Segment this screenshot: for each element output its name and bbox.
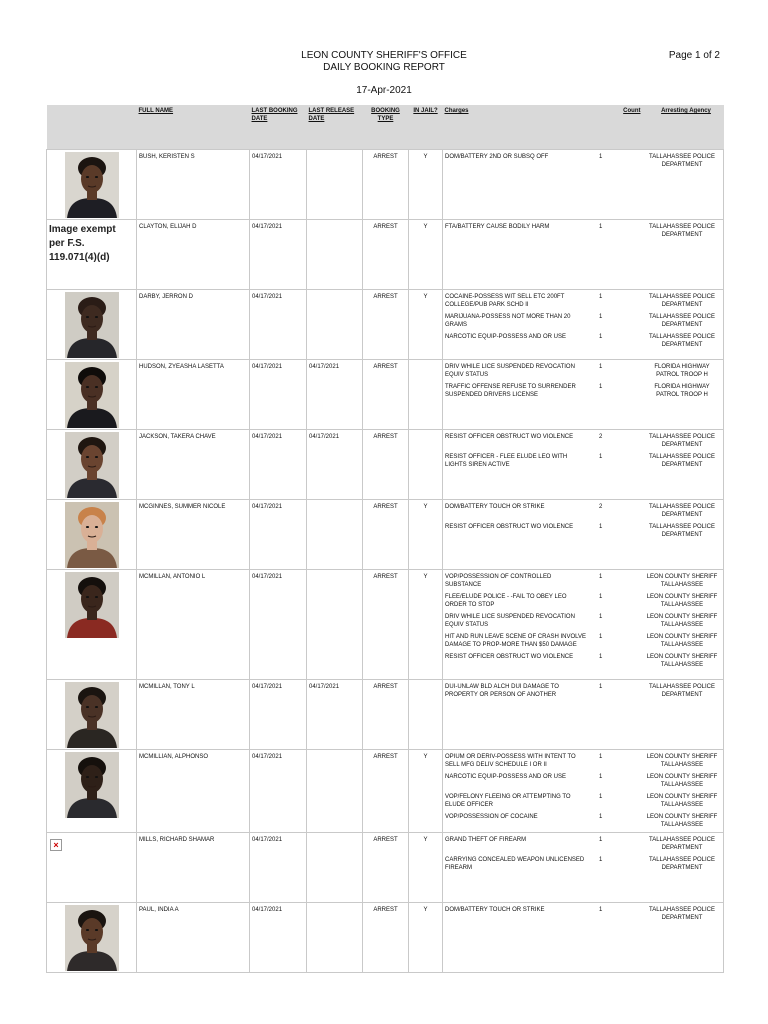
arresting-agency: TALLAHASSEE POLICE DEPARTMENT	[649, 154, 715, 168]
photo-header	[47, 105, 137, 150]
release-date	[307, 500, 362, 506]
booking-type-cell	[363, 500, 409, 570]
release-date-cell	[307, 570, 363, 680]
booking-type: ARREST	[373, 504, 398, 510]
charge-line	[443, 835, 723, 855]
booking-date-cell	[250, 833, 307, 903]
table-row	[47, 570, 724, 680]
full-name-cell	[137, 570, 250, 680]
charge-line	[443, 905, 723, 925]
full-name: PAUL, INDIA A	[139, 907, 179, 913]
booking-type: ARREST	[373, 364, 398, 370]
charges-cell	[443, 360, 724, 430]
charge-count: 1	[599, 614, 603, 620]
release-date-cell	[307, 903, 363, 973]
charge-line	[443, 362, 723, 382]
charge-line	[443, 502, 723, 522]
mugshot-photo	[65, 502, 119, 568]
in-jail: Y	[423, 907, 428, 913]
charge-line	[443, 592, 723, 612]
mugshot-photo	[65, 752, 119, 818]
arresting-agency: TALLAHASSEE POLICE DEPARTMENT	[649, 857, 715, 871]
full-name: DARBY, JERRON D	[139, 294, 193, 300]
release-date: 04/17/2021	[309, 434, 340, 440]
booking-date: 04/17/2021	[252, 504, 283, 510]
in-jail: Y	[423, 294, 428, 300]
booking-type-cell	[363, 360, 409, 430]
table-row	[47, 903, 724, 973]
full-name-cell	[137, 220, 250, 290]
charges-list	[443, 290, 723, 352]
booking-type: ARREST	[373, 754, 398, 760]
arresting-agency: TALLAHASSEE POLICE DEPARTMENT	[649, 314, 715, 328]
booking-type: ARREST	[373, 684, 398, 690]
in-jail-cell	[409, 150, 443, 220]
full-name-cell	[137, 500, 250, 570]
arresting-agency: LEON COUNTY SHERIFF TALLAHASSEE	[646, 794, 718, 808]
table-row	[47, 220, 724, 290]
charge-count: 1	[599, 774, 603, 780]
release-date: 04/17/2021	[309, 364, 340, 370]
photo-cell	[47, 903, 137, 973]
photo-cell	[47, 750, 137, 833]
charges-cell	[443, 680, 724, 750]
charge-text: CARRYING CONCEALED WEAPON UNLICENSED FIREARM	[445, 857, 585, 871]
charges-cell	[443, 150, 724, 220]
booking-date: 04/17/2021	[252, 837, 283, 843]
arresting-agency: LEON COUNTY SHERIFF TALLAHASSEE	[646, 614, 718, 628]
charges-list	[443, 150, 723, 172]
charge-text: DRIV WHILE LICE SUSPENDED REVOCATION EQUIV STATUS	[445, 364, 575, 378]
full-name-cell	[137, 430, 250, 500]
charge-line	[443, 792, 723, 812]
charge-count: 1	[599, 814, 603, 820]
booking-date-cell	[250, 750, 307, 833]
photo-cell	[47, 220, 137, 290]
mugshot-image	[65, 905, 119, 971]
release-date-cell	[307, 750, 363, 833]
booking-type-cell	[363, 290, 409, 360]
charge-line	[443, 652, 723, 672]
in-jail-cell	[409, 570, 443, 680]
charges-cell	[443, 290, 724, 360]
release-date	[307, 220, 362, 226]
booking-date: 04/17/2021	[252, 154, 283, 160]
charge-line	[443, 152, 723, 172]
booking-type-cell	[363, 430, 409, 500]
header-full-name: FULL NAME	[137, 105, 250, 150]
in-jail-cell	[409, 500, 443, 570]
header-charges-group	[443, 105, 724, 150]
booking-date-cell	[250, 500, 307, 570]
charge-text: TRAFFIC OFFENSE REFUSE TO SURRENDER SUSPENDED DRIVERS LICENSE	[445, 384, 576, 398]
release-date	[307, 750, 362, 756]
charge-count: 1	[599, 837, 603, 843]
full-name-cell	[137, 360, 250, 430]
booking-type-cell	[363, 833, 409, 903]
table-row	[47, 680, 724, 750]
charges-list	[443, 500, 723, 542]
full-name: MCMILLAN, TONY L	[139, 684, 195, 690]
full-name-cell	[137, 680, 250, 750]
charges-cell	[443, 570, 724, 680]
release-date: 04/17/2021	[309, 684, 340, 690]
charges-list	[443, 570, 723, 672]
charge-count: 1	[599, 754, 603, 760]
arresting-agency: FLORIDA HIGHWAY PATROL TROOP H	[654, 364, 710, 378]
charges-list	[443, 903, 723, 925]
in-jail: Y	[423, 154, 428, 160]
booking-type: ARREST	[373, 574, 398, 580]
release-date-cell	[307, 680, 363, 750]
charges-cell	[443, 903, 724, 973]
in-jail: Y	[423, 504, 428, 510]
table-header-row	[47, 105, 724, 150]
table-row	[47, 430, 724, 500]
mugshot-image	[65, 502, 119, 568]
in-jail-cell	[409, 360, 443, 430]
booking-type: ARREST	[373, 434, 398, 440]
header-last-booking-date: LAST BOOKING DATE	[250, 105, 307, 150]
mugshot-photo	[65, 905, 119, 971]
booking-date: 04/17/2021	[252, 754, 283, 760]
charge-count: 1	[599, 574, 603, 580]
photo-cell	[47, 150, 137, 220]
table-row	[47, 500, 724, 570]
header-count: Count	[623, 108, 641, 114]
charge-count: 2	[599, 434, 603, 440]
photo-cell	[47, 500, 137, 570]
booking-type-cell	[363, 680, 409, 750]
arresting-agency: TALLAHASSEE POLICE DEPARTMENT	[649, 294, 715, 308]
in-jail: Y	[423, 224, 428, 230]
charges-cell	[443, 750, 724, 833]
photo-cell	[47, 430, 137, 500]
full-name: CLAYTON, ELIJAH D	[139, 224, 197, 230]
image-exempt-notice: Image exempt per F.S. 119.071(4)(d)	[49, 224, 116, 263]
arresting-agency: LEON COUNTY SHERIFF TALLAHASSEE	[646, 774, 718, 788]
booking-date-cell	[250, 290, 307, 360]
in-jail: Y	[423, 837, 428, 843]
booking-type-cell	[363, 150, 409, 220]
booking-type: ARREST	[373, 224, 398, 230]
table-row	[47, 750, 724, 833]
booking-date-cell	[250, 570, 307, 680]
full-name-cell	[137, 833, 250, 903]
arresting-agency: FLORIDA HIGHWAY PATROL TROOP H	[654, 384, 710, 398]
mugshot-image	[65, 152, 119, 218]
photo-cell	[47, 360, 137, 430]
charge-text: RESIST OFFICER OBSTRUCT WO VIOLENCE	[445, 524, 574, 530]
charge-count: 1	[599, 154, 603, 160]
mugshot-photo	[65, 572, 119, 638]
report-title: DAILY BOOKING REPORT	[323, 62, 445, 73]
charge-text: NARCOTIC EQUIP-POSSESS AND OR USE	[445, 334, 567, 340]
table-row	[47, 150, 724, 220]
in-jail	[409, 430, 442, 436]
charge-line	[443, 292, 723, 312]
booking-type-cell	[363, 750, 409, 833]
full-name: MCGINNES, SUMMER NICOLE	[139, 504, 226, 510]
in-jail-cell	[409, 750, 443, 833]
charge-line	[443, 682, 723, 702]
in-jail	[409, 680, 442, 686]
photo-cell	[47, 680, 137, 750]
mugshot-image	[65, 752, 119, 818]
charge-count: 1	[599, 634, 603, 640]
charge-text: VOP/POSSESSION OF CONTROLLED SUBSTANCE	[445, 574, 552, 588]
arresting-agency: LEON COUNTY SHERIFF TALLAHASSEE	[646, 654, 718, 668]
full-name-cell	[137, 903, 250, 973]
charges-list	[443, 750, 723, 832]
broken-image-icon: ×	[50, 839, 62, 851]
booking-table	[46, 105, 724, 973]
booking-date: 04/17/2021	[252, 574, 283, 580]
release-date-cell	[307, 290, 363, 360]
in-jail-cell	[409, 290, 443, 360]
charge-count: 1	[599, 334, 603, 340]
charge-text: HIT AND RUN LEAVE SCENE OF CRASH INVOLVE DAMAGE TO PROP-MORE THAN $50 DAMAGE	[445, 634, 587, 648]
full-name: BUSH, KERISTEN S	[139, 154, 195, 160]
charge-text: MARIJUANA-POSSESS NOT MORE THAN 20 GRAMS	[445, 314, 571, 328]
in-jail	[409, 360, 442, 366]
booking-date: 04/17/2021	[252, 364, 283, 370]
charge-text: DUI-UNLAW BLD ALCH DUI DAMAGE TO PROPERTY OR PERSON OF ANOTHER	[445, 684, 559, 698]
release-date	[307, 290, 362, 296]
booking-date-cell	[250, 360, 307, 430]
mugshot-photo	[65, 152, 119, 218]
charge-count: 1	[599, 314, 603, 320]
charges-list	[443, 430, 723, 472]
release-date-cell	[307, 833, 363, 903]
booking-date: 04/17/2021	[252, 224, 283, 230]
charge-count: 1	[599, 684, 603, 690]
charges-cell	[443, 430, 724, 500]
charge-line	[443, 612, 723, 632]
charge-text: NARCOTIC EQUIP-POSSESS AND OR USE	[445, 774, 567, 780]
full-name: MCMILLIAN, ALPHONSO	[139, 754, 209, 760]
booking-type: ARREST	[373, 294, 398, 300]
release-date	[307, 150, 362, 156]
charges-cell	[443, 500, 724, 570]
in-jail: Y	[423, 574, 428, 580]
charges-cell	[443, 220, 724, 290]
charge-count: 1	[599, 384, 603, 390]
arresting-agency: TALLAHASSEE POLICE DEPARTMENT	[649, 334, 715, 348]
charge-text: VOP/FELONY FLEEING OR ATTEMPTING TO ELUDE OFFICER	[445, 794, 571, 808]
charge-text: OPIUM OR DERIV-POSSESS WITH INTENT TO SELL MFG DELIV SCHEDULE I OR II	[445, 754, 576, 768]
charge-text: VOP/POSSESSION OF COCAINE	[445, 814, 538, 820]
charge-line	[443, 752, 723, 772]
in-jail-cell	[409, 680, 443, 750]
full-name: HUDSON, ZYEASHA LASETTA	[139, 364, 224, 370]
charge-count: 1	[599, 454, 603, 460]
booking-type-cell	[363, 903, 409, 973]
booking-type-cell	[363, 220, 409, 290]
full-name-cell	[137, 750, 250, 833]
charge-line	[443, 332, 723, 352]
in-jail-cell	[409, 220, 443, 290]
release-date	[307, 833, 362, 839]
mugshot-photo	[65, 682, 119, 748]
mugshot-image	[65, 572, 119, 638]
booking-date-cell	[250, 680, 307, 750]
full-name-cell	[137, 290, 250, 360]
header-charges: Charges	[444, 108, 469, 114]
charge-count: 1	[599, 907, 603, 913]
release-date-cell	[307, 150, 363, 220]
arresting-agency: LEON COUNTY SHERIFF TALLAHASSEE	[646, 574, 718, 588]
charge-line	[443, 452, 723, 472]
charge-text: DOM/BATTERY TOUCH OR STRIKE	[445, 504, 545, 510]
mugshot-image	[65, 362, 119, 428]
booking-date-cell	[250, 903, 307, 973]
booking-date-cell	[250, 150, 307, 220]
booking-date: 04/17/2021	[252, 294, 283, 300]
table-row	[47, 290, 724, 360]
charge-text: RESIST OFFICER OBSTRUCT WO VIOLENCE	[445, 654, 574, 660]
arresting-agency: TALLAHASSEE POLICE DEPARTMENT	[649, 684, 715, 698]
charge-line	[443, 772, 723, 792]
charge-text: COCAINE-POSSESS WIT SELL ETC 200FT COLLEGE/PUB PARK SCHD II	[445, 294, 565, 308]
charge-line	[443, 632, 723, 652]
charge-text: GRAND THEFT OF FIREARM	[445, 837, 527, 843]
arresting-agency: LEON COUNTY SHERIFF TALLAHASSEE	[646, 594, 718, 608]
arresting-agency: LEON COUNTY SHERIFF TALLAHASSEE	[646, 634, 718, 648]
release-date-cell	[307, 220, 363, 290]
charge-text: DOM/BATTERY 2ND OR SUBSQ OFF	[445, 154, 549, 160]
charge-line	[443, 522, 723, 542]
in-jail: Y	[423, 754, 428, 760]
release-date	[307, 570, 362, 576]
arresting-agency: TALLAHASSEE POLICE DEPARTMENT	[649, 224, 715, 238]
charges-list	[443, 833, 723, 875]
in-jail-cell	[409, 903, 443, 973]
charge-line	[443, 812, 723, 832]
charge-count: 1	[599, 294, 603, 300]
charge-count: 1	[599, 224, 603, 230]
booking-type: ARREST	[373, 154, 398, 160]
booking-date: 04/17/2021	[252, 684, 283, 690]
charge-count: 1	[599, 654, 603, 660]
charges-list	[443, 220, 723, 242]
page-number: Page 1 of 2	[668, 50, 720, 61]
booking-type: ARREST	[373, 907, 398, 913]
mugshot-photo	[65, 432, 119, 498]
arresting-agency: TALLAHASSEE POLICE DEPARTMENT	[649, 837, 715, 851]
charge-count: 2	[599, 504, 603, 510]
charge-text: DRIV WHILE LICE SUSPENDED REVOCATION EQUIV STATUS	[445, 614, 575, 628]
charge-line	[443, 432, 723, 452]
booking-date-cell	[250, 430, 307, 500]
mugshot-image	[65, 682, 119, 748]
charges-cell	[443, 833, 724, 903]
release-date-cell	[307, 430, 363, 500]
report-date: 17-Apr-2021	[356, 85, 412, 96]
booking-type-cell	[363, 570, 409, 680]
booking-date-cell	[250, 220, 307, 290]
charges-list	[443, 680, 723, 702]
charge-count: 1	[599, 524, 603, 530]
header-in-jail: IN JAIL?	[409, 105, 443, 150]
arresting-agency: LEON COUNTY SHERIFF TALLAHASSEE	[646, 754, 718, 768]
header-arresting-agency: Arresting Agency	[661, 108, 711, 114]
full-name: MILLS, RICHARD SHAMAR	[139, 837, 215, 843]
charges-list	[443, 360, 723, 402]
charge-text: FTA/BATTERY CAUSE BODILY HARM	[445, 224, 550, 230]
mugshot-image	[65, 432, 119, 498]
charge-text: FLEE/ELUDE POLICE - -FAIL TO OBEY LEO ORDER TO STOP	[445, 594, 567, 608]
photo-cell	[47, 570, 137, 680]
charge-count: 1	[599, 594, 603, 600]
booking-date: 04/17/2021	[252, 434, 283, 440]
arresting-agency: TALLAHASSEE POLICE DEPARTMENT	[649, 434, 715, 448]
full-name: MCMILLAN, ANTONIO L	[139, 574, 206, 580]
booking-date: 04/17/2021	[252, 907, 283, 913]
arresting-agency: TALLAHASSEE POLICE DEPARTMENT	[649, 907, 715, 921]
charge-count: 1	[599, 857, 603, 863]
office-title: LEON COUNTY SHERIFF'S OFFICE	[301, 50, 467, 61]
arresting-agency: LEON COUNTY SHERIFF TALLAHASSEE	[646, 814, 718, 828]
photo-cell	[47, 290, 137, 360]
charge-text: DOM/BATTERY TOUCH OR STRIKE	[445, 907, 545, 913]
arresting-agency: TALLAHASSEE POLICE DEPARTMENT	[649, 504, 715, 518]
charge-text: RESIST OFFICER - FLEE ELUDE LEO WITH LIGHTS SIREN ACTIVE	[445, 454, 568, 468]
in-jail-cell	[409, 833, 443, 903]
table-row	[47, 833, 724, 903]
mugshot-photo	[65, 292, 119, 358]
charge-count: 1	[599, 364, 603, 370]
mugshot-photo	[65, 362, 119, 428]
charge-text: RESIST OFFICER OBSTRUCT WO VIOLENCE	[445, 434, 574, 440]
photo-cell	[47, 833, 137, 903]
release-date-cell	[307, 360, 363, 430]
full-name: JACKSON, TAKERA CHAVE	[139, 434, 216, 440]
charge-count: 1	[599, 794, 603, 800]
table-body	[47, 150, 724, 973]
charge-line	[443, 312, 723, 332]
charge-line	[443, 572, 723, 592]
full-name-cell	[137, 150, 250, 220]
header-last-release-date: LAST RELEASE DATE	[307, 105, 363, 150]
charge-line	[443, 855, 723, 875]
arresting-agency: TALLAHASSEE POLICE DEPARTMENT	[649, 454, 715, 468]
mugshot-image	[65, 292, 119, 358]
release-date-cell	[307, 500, 363, 570]
arresting-agency: TALLAHASSEE POLICE DEPARTMENT	[649, 524, 715, 538]
header-booking-type: BOOKING TYPE	[363, 105, 409, 150]
release-date	[307, 903, 362, 909]
booking-type: ARREST	[373, 837, 398, 843]
charge-line	[443, 382, 723, 402]
in-jail-cell	[409, 430, 443, 500]
charge-line	[443, 222, 723, 242]
table-row	[47, 360, 724, 430]
